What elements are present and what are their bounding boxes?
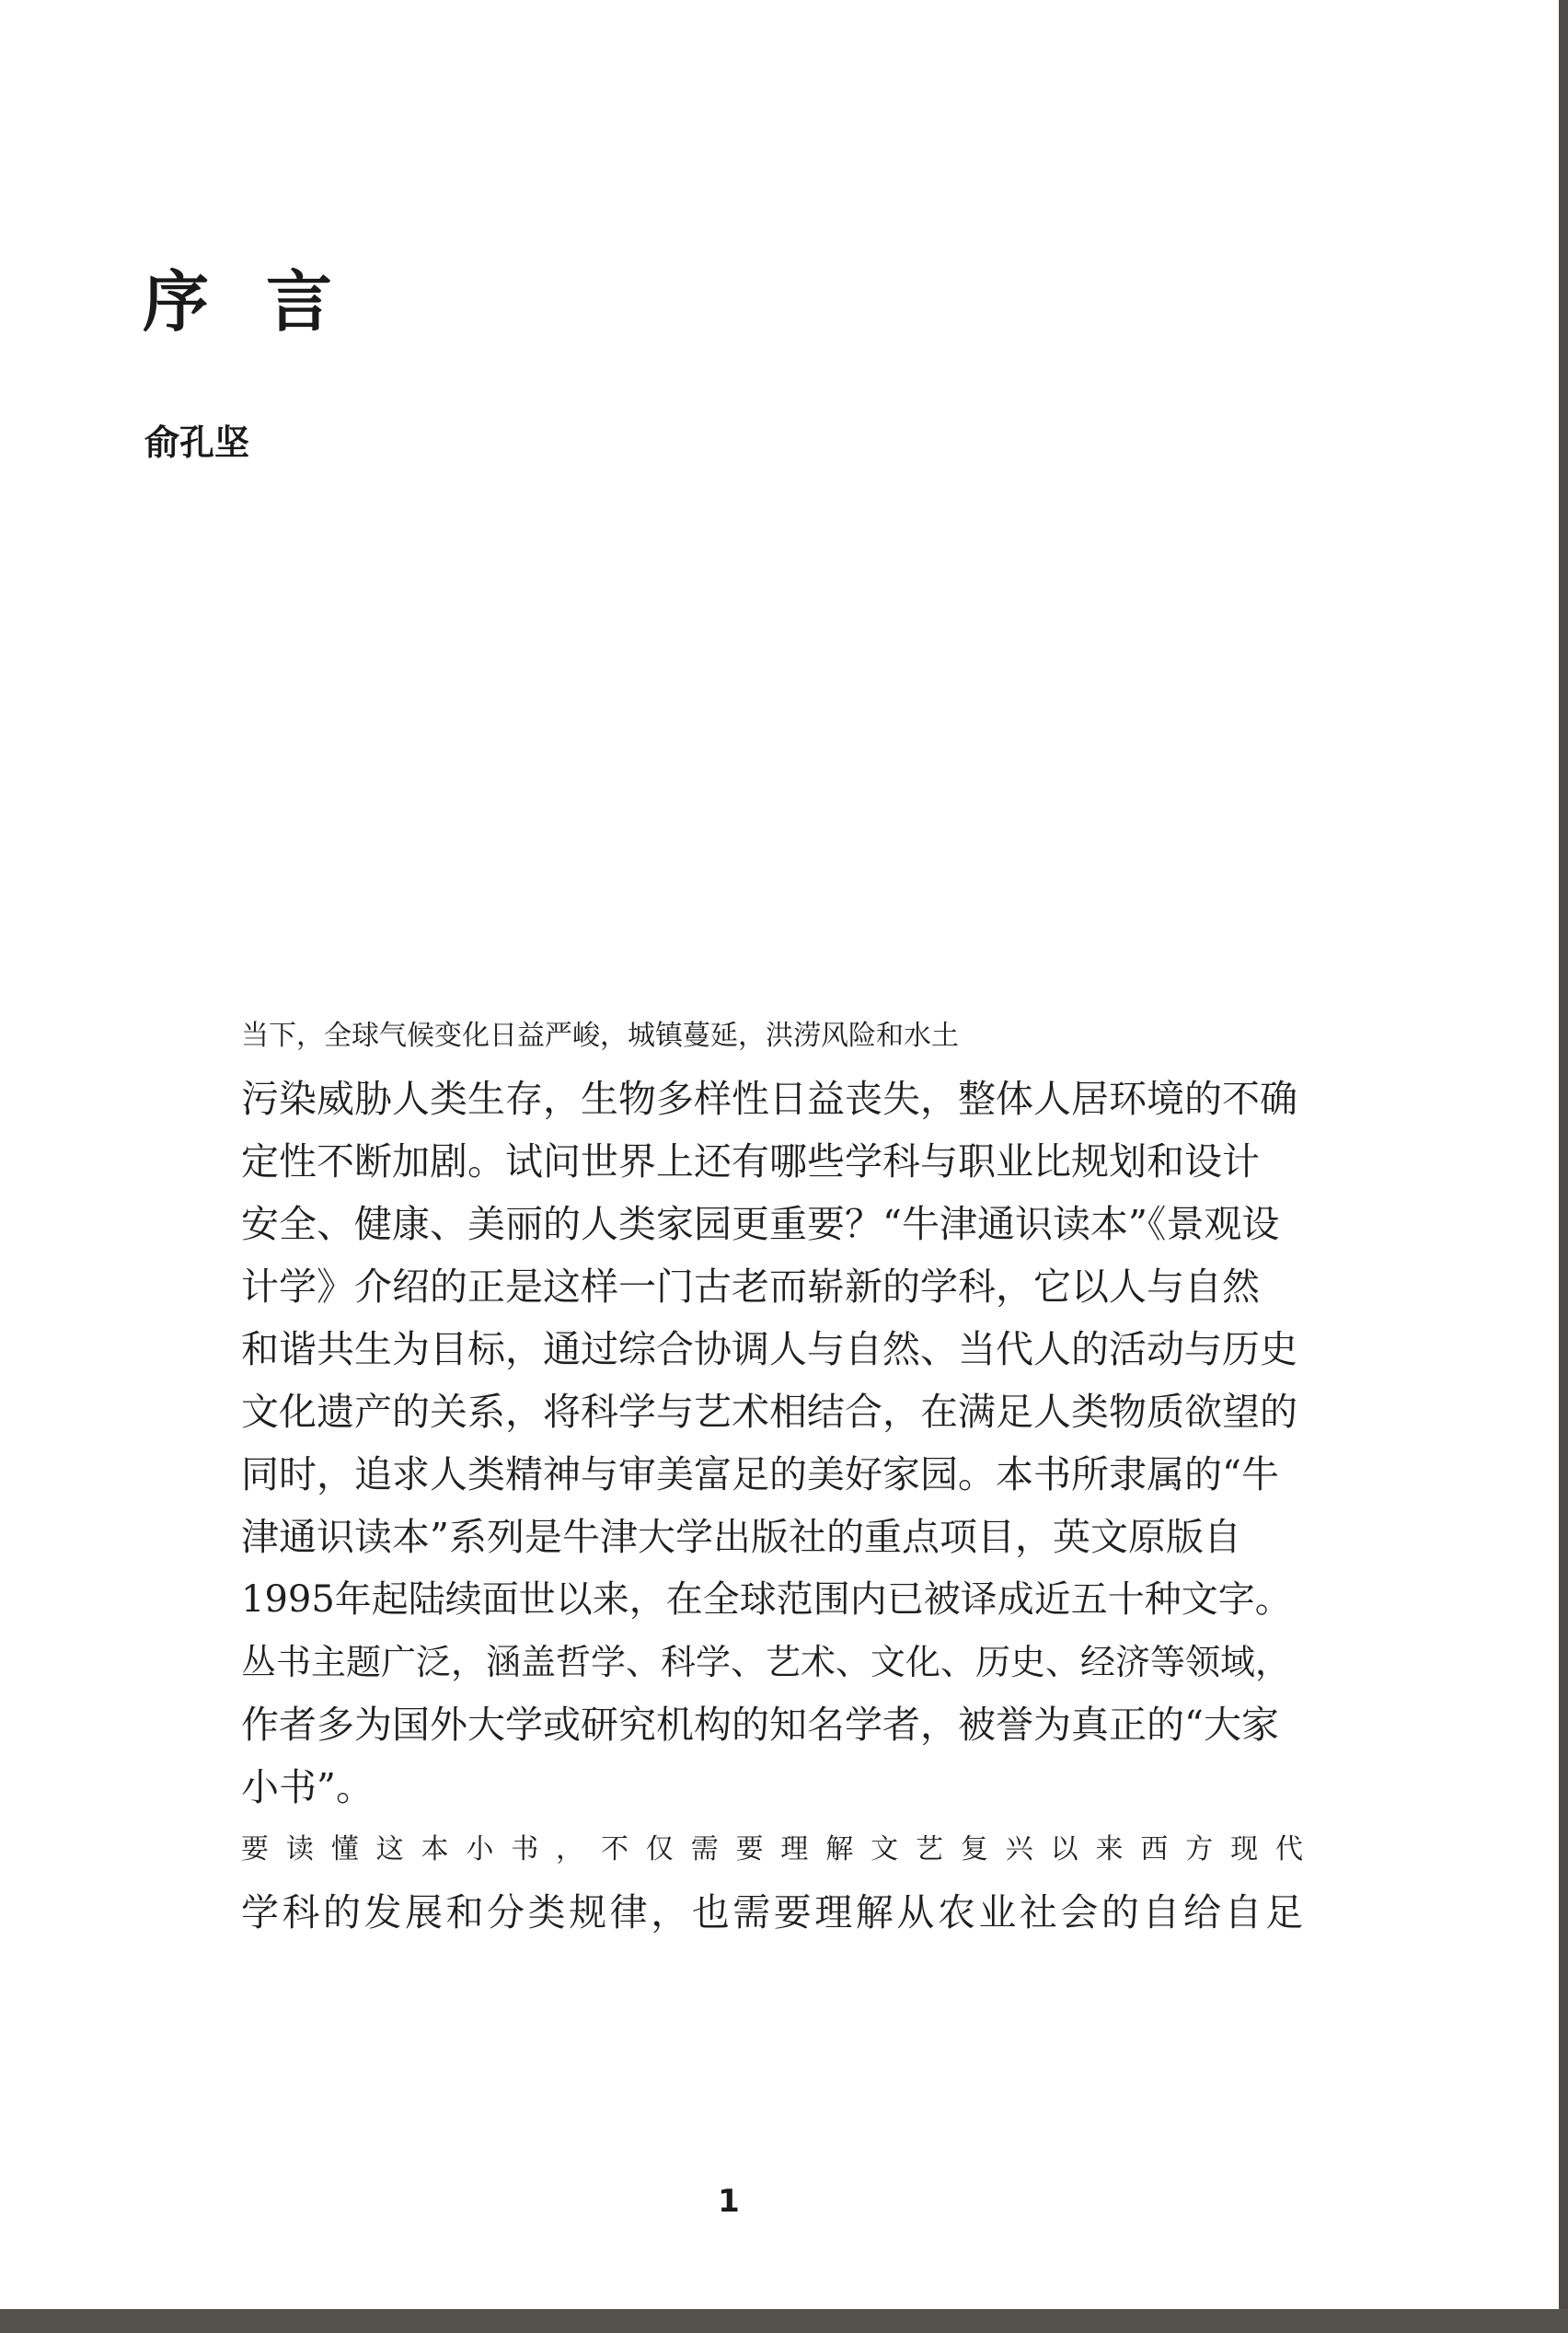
text-line: 定性不断加剧。试问世界上还有哪些学科与职业比规划和设计 <box>241 1139 1260 1184</box>
text-line: 作者多为国外大学或研究机构的知名学者，被誉为真正的“大家 <box>241 1703 1279 1747</box>
text-line: 计学》介绍的正是这样一门古老而崭新的学科，它以人与自然 <box>241 1265 1260 1309</box>
text-line: 小书”。 <box>241 1765 374 1809</box>
text-line: 丛书主题广泛，涵盖哲学、科学、艺术、文化、历史、经济等领域， <box>241 1642 1291 1682</box>
author-name: 俞孔坚 <box>144 422 250 463</box>
page-number: 1 <box>718 2183 740 2220</box>
text-line: 学科的发展和分类规律，也需要理解从农业社会的自给自足 <box>241 1890 1303 1935</box>
text-line: 1995年起陆续面世以来，在全球范围内已被译成近五十种文字。 <box>241 1578 1292 1621</box>
text-line: 污染威胁人类生存，生物多样性日益丧失，整体人居环境的不确 <box>241 1077 1297 1121</box>
paragraph-2 <box>156 1819 1303 1944</box>
paragraph-1 <box>156 1005 1303 1819</box>
scan-edge-right <box>1559 0 1568 2333</box>
text-line: 当下，全球气候变化日益严峻，城镇蔓延，洪涝风险和水土 <box>241 1020 959 1052</box>
body-text <box>156 1005 1303 1944</box>
page-title: 序言 <box>143 263 390 341</box>
text-line: 同时，追求人类精神与审美富足的美好家园。本书所隶属的“牛 <box>241 1452 1279 1496</box>
scan-edge-bottom <box>0 2309 1568 2333</box>
text-line: 要读懂这本小书，不仅需要理解文艺复兴以来西方现代 <box>241 1833 1303 1865</box>
text-line: 文化遗产的关系，将科学与艺术相结合，在满足人类物质欲望的 <box>241 1390 1297 1434</box>
text-line: 和谐共生为目标，通过综合协调人与自然、当代人的活动与历史 <box>241 1327 1297 1371</box>
text-line: 安全、健康、美丽的人类家园更重要？“牛津通识读本”《景观设 <box>241 1202 1280 1246</box>
text-line: 津通识读本”系列是牛津大学出版社的重点项目，英文原版自 <box>241 1515 1241 1559</box>
